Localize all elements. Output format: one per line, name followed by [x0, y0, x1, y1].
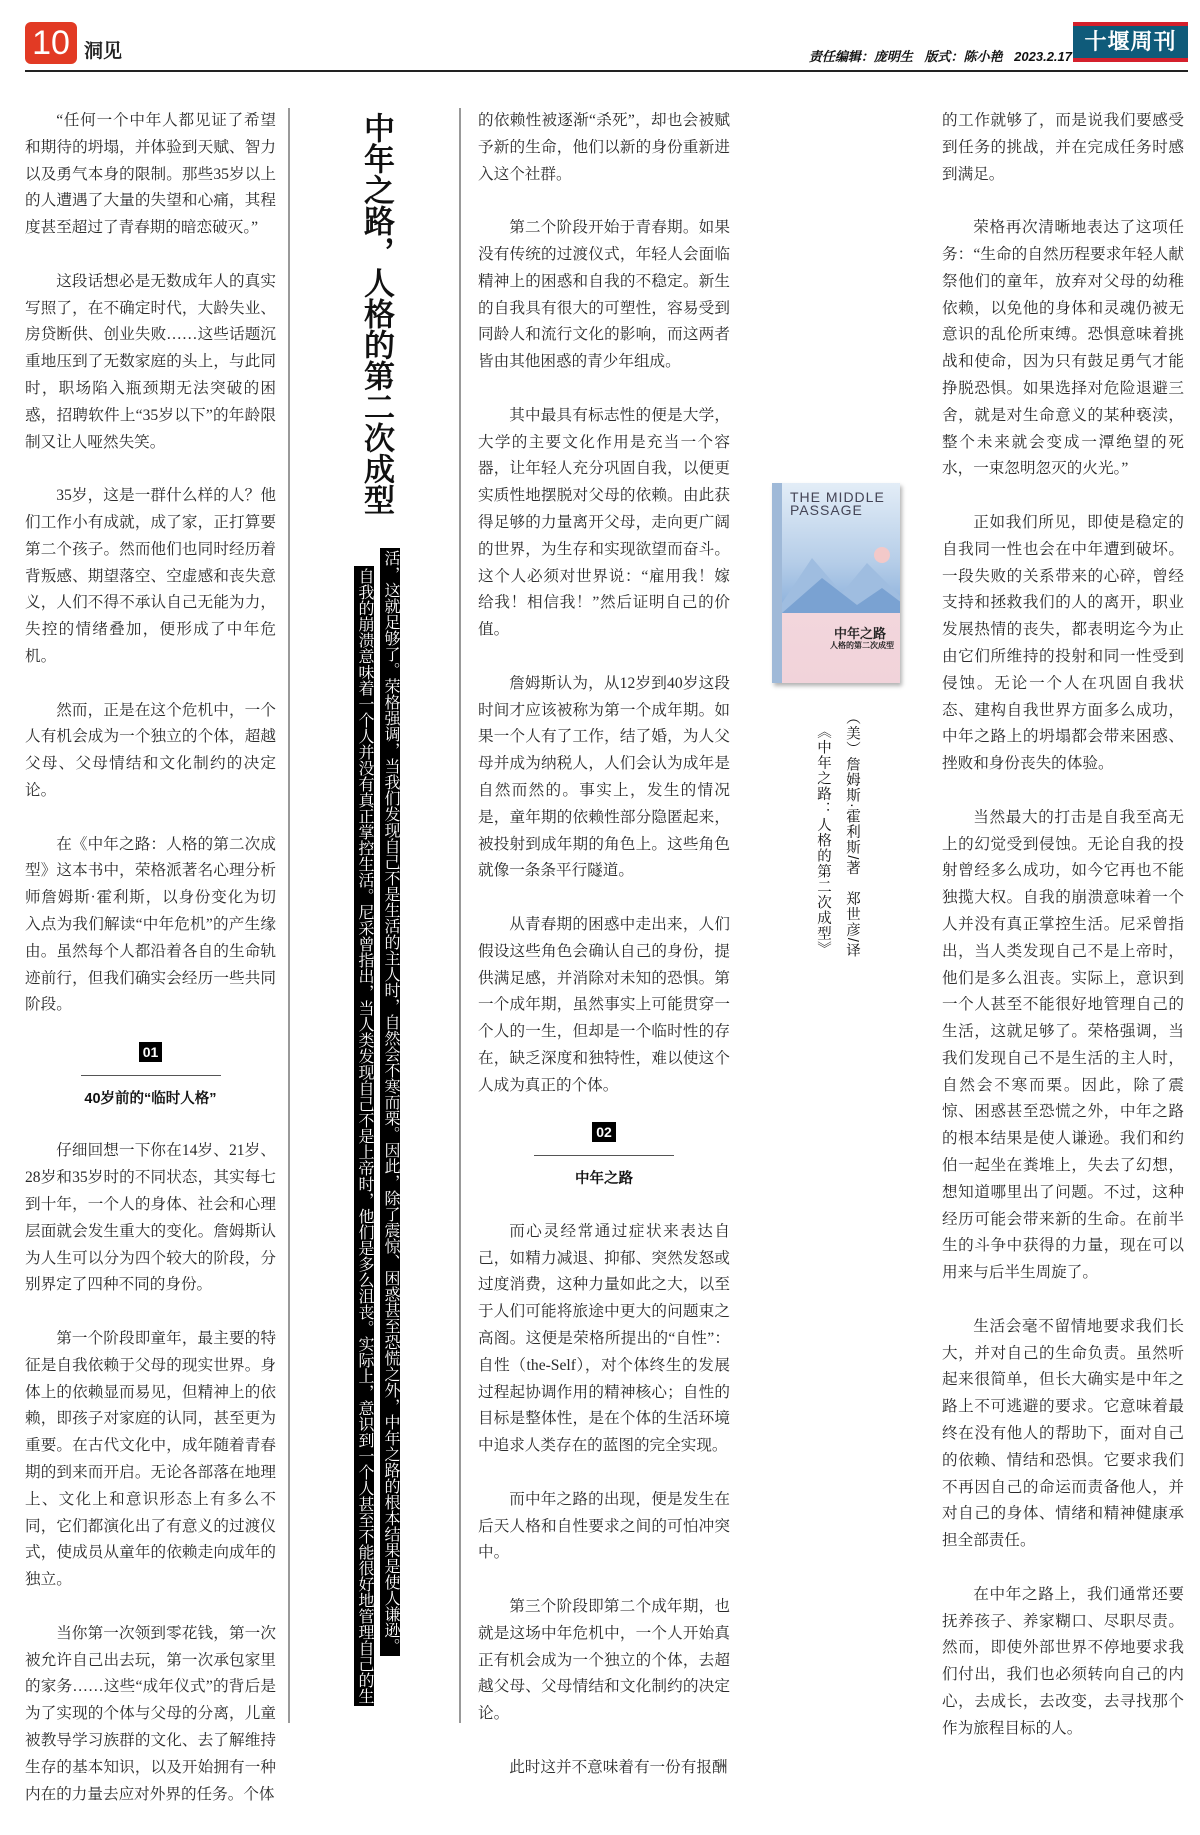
paragraph: 这段话想必是无数成年人的真实写照了，在不确定时代，大龄失业、房贷断供、创业失败……这些话题沉重地压到了无数家庭的头上，与此同时，职场陷入瓶颈期无法突破的困惑，招聘软件上“35岁以下”的年龄限制又让人哑然失笑。 — [25, 272, 276, 451]
paragraph: 从青春期的困惑中走出来，人们假设这些角色会确认自己的身份，提供满足感，并消除对未知的恐惧。第一个成年期，虽然事实上可能贯穿一个人的一生，但却是一个临时性的存在，缺乏深度和独特性，难以使这个人成为真正的个体。 — [478, 915, 730, 1094]
paragraph: 当你第一次领到零花钱，第一次被允许自己出去玩，第一次承包家里的家务……这些“成年仪式”的背后是为了实现的个体与父母的分离，儿童被教导学习族群的文化、去了解维持生存的基本知识，以及开始拥有一种内在的力量去应对外界的任务。个体 — [25, 1624, 276, 1803]
paragraph: 的工作就够了，而是说我们要感受到任务的挑战，并在完成任务时感到满足。 — [942, 112, 1184, 183]
paragraph: 而中年之路的出现，便是发生在后天人格和自性要求之间的可怕冲突中。 — [478, 1490, 730, 1562]
pull-quote-part-2: 活，这就足够了。荣格强调，当我们发现自己不是生活的主人时，自然会不寒而栗。因此，除了震惊、困惑甚至恐慌之外，中年之路的根本结果是使人谦逊。 — [382, 550, 399, 1654]
paragraph: 35岁，这是一群什么样的人？他们工作小有成就，成了家，正打算要第二个孩子。然而他们也同时经历着背叛感、期望落空、空虚感和丧失意义，人们不得不承认自己无能为力，失控的情绪叠加，便形成了中年危机。 — [25, 487, 276, 665]
book-cover-image — [772, 483, 900, 683]
editor-credits — [801, 46, 1072, 65]
paragraph: 的依赖性被逐渐“杀死”，却也会被赋予新的生命，他们以新的身份重新进入这个社群。 — [478, 112, 730, 183]
paragraph: 仔细回想一下你在14岁、21岁、28岁和35岁时的不同状态，其实每七到十年，一个人的身体、社会和心理层面就会发生重大的变化。詹姆斯认为人生可以分为四个较大的阶段，分别界定了四种不同的身份。 — [25, 1142, 276, 1294]
section-name: 洞见 — [84, 41, 123, 62]
page-number: 10 — [25, 22, 77, 64]
header-divider — [25, 70, 1188, 72]
paragraph: 第一个阶段即童年，最主要的特征是自我依赖于父母的现实世界。身体上的依赖显而易见，但精神上的依赖，即孩子对家庭的认同，甚至更为重要。在古代文化中，成年随着青春期的到来而开启。无论各部落在地理上、文化上和意识形态上有多么不同，它们都演化出了有意义的过渡仪式，使成员从童年的依赖走向成年的独立。 — [25, 1330, 276, 1589]
paragraph: 在《中年之路：人格的第二次成型》这本书中，荣格派著名心理分析师詹姆斯·霍利斯，以身份变化为切入点为我们解读“中年危机”的产生缘由。虽然每个人都沿着各自的生命轨迹前行，但我们确实会经历一些共同阶段。 — [25, 835, 276, 1014]
paragraph: 第三个阶段即第二个成年期，也就是这场中年危机中，一个人开始真正有机会成为一个独立的个体，去超越父母、父母情结和文化制约的决定论。 — [478, 1598, 730, 1723]
paragraph: 此时这并不意味着有一份有报酬 — [509, 1758, 728, 1776]
book-title-caption: 《中年之路：人格的第二次成型》 — [815, 724, 831, 957]
layout-credit: 版式：陈小艳 — [924, 49, 1003, 64]
headline: 中年之路，人格的第二次成型 — [359, 112, 394, 515]
section-title: 40岁前的“临时人格” — [84, 1090, 217, 1107]
issue-date: 2023.2.17 — [1014, 49, 1072, 64]
section-heading-01 — [25, 1040, 276, 1113]
paragraph: 当然最大的打击是自我至高无上的幻觉受到侵蚀。无论自我的投射曾经多么成功，如今它再也不能独揽大权。自我的崩溃意味着一个人并没有真正掌控生活。尼采曾指出，当人类发现自己不是上帝时，他们是多么沮丧。实际上，意识到一个人甚至不能很好地管理自己的生活，这就足够了。荣格强调，当我们发现自己不是生活的主人时，自然会不寒而栗。因此，除了震惊、困惑甚至恐慌之外，中年之路的根本结果是使人谦逊。我们和约伯一起坐在粪堆上，失去了幻想，想知道哪里出了问题。不过，这种经历可能会带来新的生命。在前半生的斗争中获得的力量，现在可以用来与后半生周旋了。 — [942, 808, 1184, 1282]
paragraph: 第二个阶段开始于青春期。如果没有传统的过渡仪式，年轻人会面临精神上的困惑和自我的不稳定。新生的自我具有很大的可塑性，容易受到同龄人和流行文化的影响，而这两者皆由其他困惑的青少年组成。 — [478, 219, 730, 371]
cover-title-en: THE MIDDLE PASSAGE — [790, 489, 885, 518]
pull-quote-part-1: 自我的崩溃意味着一个人并没有真正掌控生活。尼采曾指出，当人类发现自己不是上帝时，他们是多么沮丧。实际上，意识到一个人甚至不能很好地管理自己的生 — [356, 568, 373, 1704]
paragraph: 而心灵经常通过症状来表达自己，如精力减退、抑郁、突然发怒或过度消费，这种力量如此之大，以至于人们可能将旅途中更大的问题束之高阁。这便是荣格所提出的“自性”：自性（the-Self），对个体终生的发展过程起协调作用的精神核心；自性的目标是整体性，是在个体的生活环境中追求人类存在的蓝图的完全实现。 — [478, 1222, 730, 1455]
paragraph: 正如我们所见，即使是稳定的自我同一性也会在中年遭到破坏。一段失败的关系带来的心碎，曾经支持和拯救我们的人的离开，职业发展热情的丧失，都表明迄今为止由它们所维持的投射和同一性受到侵蚀。无论一个人在巩固自我状态、建构自我世界方面多么成功，中年之路上的坍塌都会带来困惑、挫败和身份丧失的体验。 — [942, 513, 1184, 773]
article-column-1 — [25, 108, 276, 1835]
section-title: 中年之路 — [575, 1171, 633, 1188]
book-author-caption: （美）詹姆斯·霍利斯/著 郑世彦/译 — [844, 710, 860, 959]
paragraph: 詹姆斯认为，从12岁到40岁这段时间才应该被称为第一个成年期。如果一个人有了工作，结了婚，为人父母并成为纳税人，人们会认为成年是自然而然的。事实上，发生的情况是，童年期的依赖性部分隐匿起来，被投射到成年期的角色上。这些角色就像一条条平行隧道。 — [478, 674, 730, 880]
article-column-3 — [478, 108, 730, 1808]
book-spine — [772, 483, 782, 683]
section-number: 02 — [592, 1122, 616, 1142]
paragraph: 荣格再次清晰地表达了这项任务：“生命的自然历程要求年轻人献祭他们的童年，放弃对父母的幼稚依赖，以免他的身体和灵魂仍被无意识的乱伦所束缚。恐惧意味着挑战和使命，因为只有鼓足勇气才能挣脱恐惧。如果选择对危险退避三舍，就是对生命意义的某种亵渎，整个未来就会变成一潭绝望的死水，一束忽明忽灭的火光。” — [942, 219, 1184, 478]
newspaper-logo: 十堰周刊 — [1073, 22, 1188, 62]
paragraph: 然而，正是在这个危机中，一个人有机会成为一个独立的个体，超越父母、父母情结和文化制约的决定论。 — [25, 701, 276, 799]
paragraph: 在中年之路上，我们通常还要抚养孩子、养家糊口、尽职尽责。然而，即使外部世界不停地要求我们付出，我们也必须转向自己的内心，去成长，去改变，去寻找那个作为旅程目标的人。 — [942, 1585, 1184, 1737]
editor: 责任编辑：庞明生 — [808, 49, 913, 64]
paragraph: 生活会毫不留情地要求我们长大，并对自己的生命负责。虽然听起来很简单，但长大确实是中年之路上不可逃避的要求。它意味着最终在没有他人的帮助下，面对自己的依赖、情结和恐惧。它要求我们不再因自己的命运而责备他人，并对自己的身体、情绪和精神健康承担全部责任。 — [942, 1317, 1184, 1550]
column-divider — [288, 108, 290, 1723]
cover-title-cn: 中年之路 — [834, 626, 887, 641]
section-number: 01 — [139, 1042, 163, 1062]
section-rule — [534, 1155, 674, 1156]
section-heading-02 — [478, 1120, 730, 1193]
section-rule — [81, 1075, 221, 1076]
article-column-4 — [942, 108, 1184, 1769]
cover-subtitle-cn: 人格的第二次成型 — [830, 641, 894, 650]
paragraph: 其中最具有标志性的便是大学，大学的主要文化作用是充当一个容器，让年轻人充分巩固自我，以便更实质性地摆脱对父母的依赖。由此获得足够的力量离开父母，走向更广阔的世界，为生存和实现欲望而奋斗。这个人必须对世界说：“雇用我！嫁给我！相信我！”然后证明自己的价值。 — [478, 406, 730, 639]
column-divider — [459, 108, 461, 1723]
mountains-illustration — [782, 543, 900, 613]
paragraph: “任何一个中年人都见证了希望和期待的坍塌，并体验到天赋、智力以及勇气本身的限制。那些35岁以上的人遭遇了大量的失望和心痛，其程度甚至超过了青春期的暗恋破灭。” — [25, 112, 276, 237]
